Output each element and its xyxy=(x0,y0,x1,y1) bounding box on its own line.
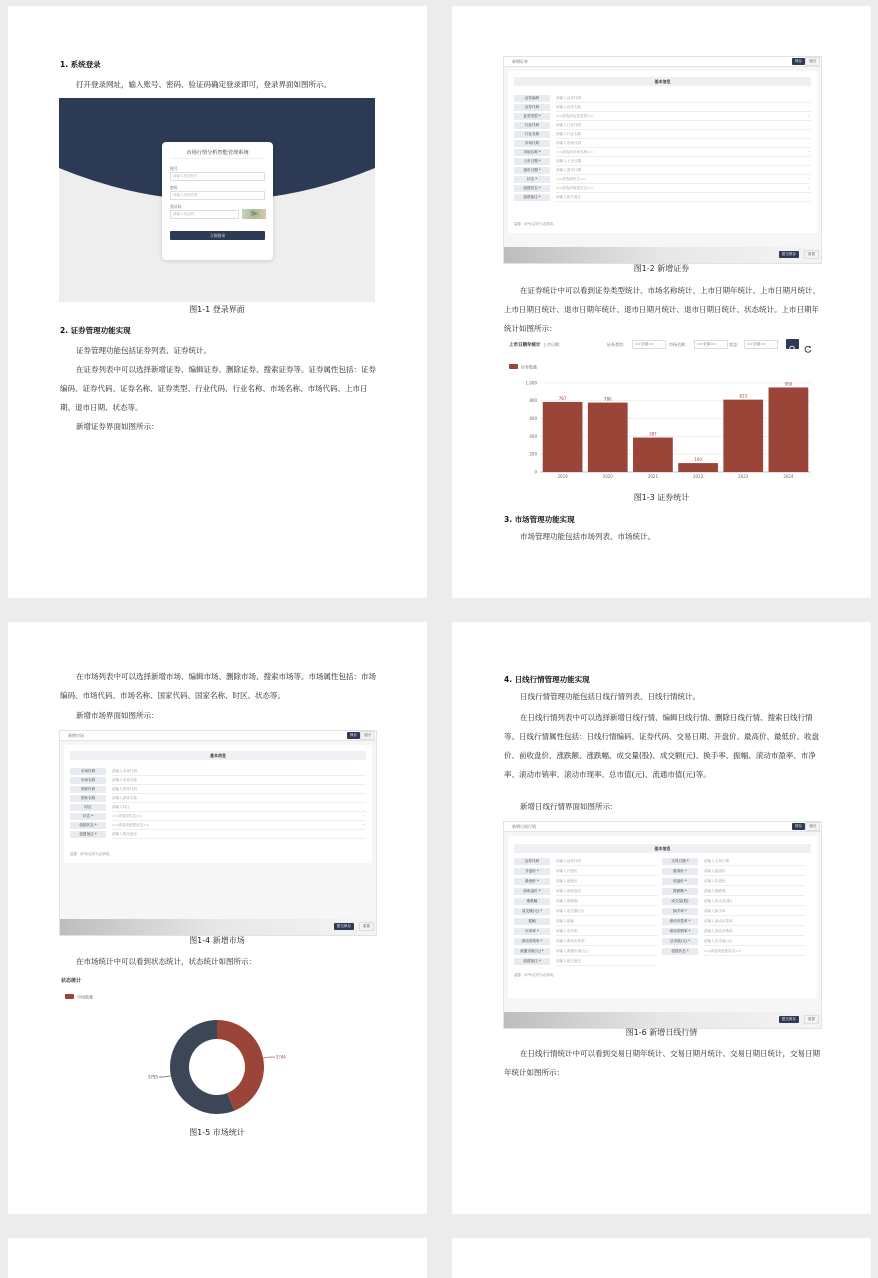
search-button[interactable] xyxy=(786,339,799,349)
form-row xyxy=(514,193,811,202)
back-label[interactable]: 新增证券 xyxy=(512,59,528,64)
form-field-label: 创建状态 * xyxy=(662,948,698,955)
document-page-4 xyxy=(452,622,871,1214)
x-tick-label: 2021 xyxy=(647,474,659,479)
captcha-label: 验证码 xyxy=(170,204,182,209)
captcha-input[interactable]: 请输入验证码 xyxy=(170,210,239,219)
paragraph: 日线行情管理功能包括日线行情列表、日线行情统计。 xyxy=(520,692,700,701)
form-field-label: 滚动市盈率 * xyxy=(662,918,698,925)
paragraph: 打开登录网址，输入账号、密码、验证码确定登录即可，登录界面如图所示。 xyxy=(76,80,331,89)
bar[interactable] xyxy=(633,438,673,472)
form-row xyxy=(662,917,805,926)
form-field-label: 市场代码 xyxy=(70,768,106,775)
form-row xyxy=(514,927,657,936)
reset-button[interactable]: 重置 xyxy=(804,250,819,259)
document-page-1 xyxy=(8,6,427,598)
form-row xyxy=(514,112,811,121)
x-tick-label: 2019 xyxy=(557,474,568,479)
section-heading-2: 2. 证券管理功能实现 xyxy=(60,326,131,335)
form-row xyxy=(514,907,657,916)
figure-caption: 图1-5 市场统计 xyxy=(189,1128,245,1137)
back-label[interactable]: 新增日线行情 xyxy=(512,824,536,829)
login-submit-button[interactable]: 立即登录 xyxy=(170,231,265,240)
paragraph: 在日线行情列表中可以选择新增日线行情、编辑日线行情、删除日线行情、搜索日线行情等。日线行情属性包括：日线行情编码、证券代码、交易日期、开盘价、最高价、最低价、收盘价、前收盘价、涨跌额、涨跌幅、成交量(股)、成交额(元)、换手率、振幅、滚动市盈率、市净率、滚动市销率、滚动市现率、总市值(元)、流通市值(元)等。 xyxy=(504,713,819,779)
required-note: 温馨：用*标注的为必填项。 xyxy=(514,222,557,226)
paragraph: 在日线行情统计中可以看到交易日期年统计、交易日期月统计、交易日期日统计，交易日期年统计如图所示： xyxy=(504,1049,820,1077)
form-field-label: 涨跌幅 xyxy=(514,898,550,905)
form-card xyxy=(508,71,817,233)
form-card xyxy=(508,836,817,998)
form-row xyxy=(514,157,811,166)
form-title: 基本信息 xyxy=(70,751,366,760)
form-field-input[interactable]: 请输入流通市值(元) xyxy=(556,948,657,956)
chevron-down-icon: ⌄ xyxy=(806,113,810,117)
chart-title: 上市日期年统计 xyxy=(509,343,541,348)
form-field-label: 市净率 * xyxy=(514,928,550,935)
required-note: 温馨：用*标注的为必填项。 xyxy=(514,973,557,977)
form-field-input[interactable]: 请输入最高价 xyxy=(704,868,805,876)
form-row xyxy=(662,867,805,876)
form-field-label: 成交量(股) xyxy=(662,898,698,905)
bar[interactable] xyxy=(769,387,809,472)
reset-button[interactable]: 重置 xyxy=(804,1015,819,1024)
form-field-label: 创建备注 * xyxy=(70,831,106,838)
form-field-input[interactable]: ==请选择状态== xyxy=(556,176,811,184)
bar[interactable] xyxy=(678,463,718,472)
form-field-label: 最低价 * xyxy=(514,878,550,885)
form-row xyxy=(514,897,657,906)
form-field-label: 状态 * xyxy=(514,176,550,183)
password-input[interactable]: 请输入登录密码 xyxy=(170,191,265,200)
form-row xyxy=(514,867,657,876)
form-field-label: 创建状态 * xyxy=(514,185,550,192)
form-field-label: 振幅 xyxy=(514,918,550,925)
document-page-5 xyxy=(8,1238,427,1278)
refresh-button[interactable] xyxy=(802,339,814,349)
save-button[interactable]: 保存 xyxy=(792,58,805,65)
chevron-down-icon: ⌄ xyxy=(806,176,810,180)
paragraph: 在市场统计中可以看到状态统计，状态统计如图所示： xyxy=(76,957,256,966)
form-field-label: 退市日期 * xyxy=(514,167,550,174)
data-label: 787 xyxy=(558,395,567,401)
legend-label: 市场数量 xyxy=(77,994,93,1000)
figure-caption: 图1-6 新增日线行情 xyxy=(625,1028,698,1037)
bar-chart xyxy=(503,350,820,490)
form-row xyxy=(662,897,805,906)
form-field-input[interactable]: 请输入滚动市盈率 xyxy=(704,918,805,926)
form-row xyxy=(514,103,811,112)
save-button[interactable]: 保存 xyxy=(792,823,805,830)
label-leader-line xyxy=(263,1057,275,1058)
section-heading-1: 1. 系统登录 xyxy=(60,60,101,69)
form-field-input[interactable]: 请输入市净率 xyxy=(556,928,657,936)
form-field-input[interactable]: ==请选择创建状态== xyxy=(556,185,811,193)
form-field-label: 市场代码 xyxy=(514,140,550,147)
form-row xyxy=(70,785,366,794)
form-field-label: 市场名称 xyxy=(70,777,106,784)
filter-market-select[interactable]: ==全部== xyxy=(694,340,728,349)
form-field-label: 收盘价 * xyxy=(662,878,698,885)
form-card xyxy=(64,745,372,863)
paragraph: 在市场列表中可以选择新增市场、编辑市场、删除市场、搜索市场等。市场属性包括：市场编码、市场代码、市场名称、国家代码、国家名称、时区、状态等。 xyxy=(60,672,376,700)
form-field-input[interactable]: 请输入时区 xyxy=(112,804,366,812)
form-field-input[interactable]: 请输入退市日期 xyxy=(556,167,811,175)
form-field-input[interactable]: 请输入涨跌额 xyxy=(704,888,805,896)
login-card xyxy=(162,142,273,260)
x-tick-label: 2023 xyxy=(738,474,749,479)
paragraph: 在证券统计中可以看到证券类型统计、市场名称统计、上市日期年统计、上市日期月统计、上市日期日统计、退市日期年统计、退市日期月统计、退市日期日统计、状态统计。上市日期年统计如图所示： xyxy=(504,286,820,333)
form-field-input[interactable]: 请输入行业名称 xyxy=(556,131,811,139)
form-field-input[interactable]: ==请选择证券类型== xyxy=(556,113,811,121)
data-label: 950 xyxy=(784,381,793,387)
form-field-input[interactable]: 请输入市场代码 xyxy=(112,768,366,776)
form-row xyxy=(70,803,366,812)
y-tick-label: 0 xyxy=(534,469,537,475)
form-field-label: 证券类型 * xyxy=(514,113,550,120)
form-field-label: 前收盘价 * xyxy=(514,888,550,895)
login-title: 市场行情分析智能管理系统 xyxy=(186,150,249,156)
form-field-input[interactable]: 请输入成交额(元) xyxy=(556,908,657,916)
form-field-label: 证券代码 xyxy=(514,858,550,865)
paragraph: 新增证券界面如图所示： xyxy=(76,422,159,431)
form-field-label: 滚动市销率 * xyxy=(662,928,698,935)
form-field-input[interactable]: 请输入前收盘价 xyxy=(556,888,657,896)
form-row xyxy=(662,907,805,916)
form-field-input[interactable]: 请输入成交量(股) xyxy=(704,898,805,906)
return-button[interactable]: 返回 xyxy=(360,731,375,740)
login-screenshot xyxy=(59,98,375,302)
form-field-input[interactable]: 请输入振幅 xyxy=(556,918,657,926)
form-field-label: 证券编码 xyxy=(514,95,550,102)
form-field-label: 创建备注 * xyxy=(514,194,550,201)
form-title: 基本信息 xyxy=(514,844,811,853)
form-field-input[interactable]: 请输入证券名称 xyxy=(556,104,811,112)
form-field-label: 市场名称 * xyxy=(514,149,550,156)
form-field-input[interactable]: 请输入开盘价 xyxy=(556,868,657,876)
donut-chart xyxy=(59,972,375,1122)
screenshot-topbar xyxy=(504,57,821,67)
form-row xyxy=(514,139,811,148)
y-tick-label: 1,000 xyxy=(525,380,537,386)
document-page-6 xyxy=(452,1238,871,1278)
form-row xyxy=(662,937,805,946)
filter-market-label: 市场名称： xyxy=(669,342,689,347)
form-field-label: 状态 * xyxy=(70,813,106,820)
form-field-input[interactable]: 请输入上市日期 xyxy=(556,158,811,166)
form-field-input[interactable]: 请输入行业代码 xyxy=(556,122,811,130)
submit-button[interactable]: 提交保存 xyxy=(779,251,799,258)
form-field-label: 行业名称 xyxy=(514,131,550,138)
form-row xyxy=(514,947,657,956)
chevron-down-icon: ⌄ xyxy=(361,813,365,817)
form-field-input[interactable]: 请输入滚动市现率 xyxy=(556,938,657,946)
slice-label: 5?44 xyxy=(276,1054,286,1060)
form-field-label: 涨跌额 * xyxy=(662,888,698,895)
paragraph: 证券管理功能包括证券列表、证券统计。 xyxy=(76,346,211,355)
submit-button[interactable]: 提交保存 xyxy=(779,1016,799,1023)
back-label[interactable]: 新增市场 xyxy=(68,733,84,738)
label-leader-line xyxy=(159,1076,171,1077)
save-button[interactable]: 保存 xyxy=(347,732,360,739)
form-row xyxy=(662,947,805,956)
form-field-input[interactable]: 请输入国家名称 xyxy=(112,795,366,803)
form-row xyxy=(662,857,805,866)
screenshot-topbar xyxy=(504,822,821,832)
screenshot-footer xyxy=(504,247,821,263)
chart-panel xyxy=(503,338,820,490)
form-field-input[interactable]: ==请选择创建状态== xyxy=(704,948,805,956)
form-field-input[interactable]: 请输入换手率 xyxy=(704,908,805,916)
return-button[interactable]: 返回 xyxy=(805,57,820,66)
filter-type-select[interactable]: ==全部== xyxy=(632,340,666,349)
form-row xyxy=(70,812,366,821)
document-page-2 xyxy=(452,6,871,598)
account-input[interactable]: 请输入登录账号 xyxy=(170,172,265,181)
form-field-input[interactable]: ==请选择市场名称== xyxy=(556,149,811,157)
screenshot-topbar xyxy=(60,731,376,741)
captcha-image[interactable]: 7Jm xyxy=(242,209,266,219)
form-field-label: 总市值(元) * xyxy=(662,938,698,945)
figure-caption: 图1-4 新增市场 xyxy=(189,936,245,945)
form-field-input[interactable]: 请输入交易日期 xyxy=(704,858,805,866)
required-note: 温馨：用*标注的为必填项。 xyxy=(70,852,113,856)
form-row xyxy=(70,830,366,839)
form-row xyxy=(662,877,805,886)
legend-label: 证券数量 xyxy=(521,364,537,370)
reset-button[interactable]: 重置 xyxy=(359,922,374,931)
x-tick-label: 2024 xyxy=(783,474,794,479)
form-field-input[interactable]: 请输入收盘价 xyxy=(704,878,805,886)
form-field-input[interactable]: ==请选择状态== xyxy=(112,813,366,821)
bar[interactable] xyxy=(723,400,763,472)
form-row xyxy=(514,957,657,966)
form-row xyxy=(514,184,811,193)
form-row xyxy=(514,121,811,130)
form-title: 基本信息 xyxy=(514,77,811,86)
form-field-label: 换手率 * xyxy=(662,908,698,915)
form-field-input[interactable]: 请输入最低价 xyxy=(556,878,657,886)
filter-status-label: 状态： xyxy=(729,342,741,347)
data-label: 813 xyxy=(739,393,748,399)
form-row xyxy=(514,917,657,926)
form-field-input[interactable]: ==请选择创建状态== xyxy=(112,822,366,830)
bar[interactable] xyxy=(588,403,628,472)
form-field-input[interactable]: 请输入总市值(元) xyxy=(704,938,805,946)
form-field-label: 时区 xyxy=(70,804,106,811)
password-label: 密码 xyxy=(170,185,178,190)
screenshot-footer xyxy=(60,919,376,935)
form-field-input[interactable]: 请输入滚动市销率 xyxy=(704,928,805,936)
form-field-input[interactable]: 请输入相关备注 xyxy=(556,194,811,202)
section-heading-3: 3. 市场管理功能实现 xyxy=(504,515,575,524)
form-row xyxy=(514,94,811,103)
form-field-label: 国家代码 xyxy=(70,786,106,793)
form-row xyxy=(70,794,366,803)
form-row xyxy=(514,857,657,866)
form-row xyxy=(514,130,811,139)
filter-status-select[interactable]: ==全部== xyxy=(744,340,778,349)
x-tick-label: 2022 xyxy=(692,474,704,479)
bar[interactable] xyxy=(543,402,583,472)
return-button[interactable]: 返回 xyxy=(805,822,820,831)
add-market-screenshot xyxy=(59,730,377,936)
form-row xyxy=(514,887,657,896)
form-field-label: 创建状态 * xyxy=(70,822,106,829)
form-field-input[interactable]: 请输入证券代码 xyxy=(556,858,657,866)
form-row xyxy=(514,937,657,946)
form-row xyxy=(662,887,805,896)
form-row xyxy=(514,166,811,175)
form-row xyxy=(70,776,366,785)
section-heading-4: 4. 日线行情管理功能实现 xyxy=(504,675,590,684)
y-tick-label: 400 xyxy=(529,433,537,439)
form-row xyxy=(514,148,811,157)
legend-swatch xyxy=(509,364,518,369)
paragraph: 市场管理功能包括市场列表、市场统计。 xyxy=(520,532,655,541)
form-field-input[interactable]: 请输入涨跌幅 xyxy=(556,898,657,906)
form-field-label: 行业代码 xyxy=(514,122,550,129)
screenshot-footer xyxy=(504,1012,821,1028)
form-field-label: 上市日期 * xyxy=(514,158,550,165)
form-field-label: 证券代码 xyxy=(514,104,550,111)
form-field-input[interactable]: 请输入市场代码 xyxy=(556,140,811,148)
form-field-label: 创建备注 * xyxy=(514,958,550,965)
paragraph: 在证券列表中可以选择新增证券、编辑证券、删除证券、搜索证券等。证券属性包括：证券编码、证券代码、证券名称、证券类型、行业代码、行业名称、市场名称、市场代码、上市日期、退市日期、状态等。 xyxy=(60,365,376,412)
form-field-input[interactable]: 请输入证券代码 xyxy=(556,95,811,103)
chart-title: 状态统计 xyxy=(61,978,82,984)
account-label: 账号 xyxy=(170,166,178,171)
y-tick-label: 800 xyxy=(529,398,537,404)
y-tick-label: 600 xyxy=(529,416,537,421)
slice-label: 5?55 xyxy=(148,1074,158,1080)
paragraph: 新增市场界面如图所示： xyxy=(76,711,159,720)
paragraph: 新增日线行情界面如图所示： xyxy=(520,802,618,811)
data-label: 780 xyxy=(603,396,612,402)
form-field-label: 交易日期 * xyxy=(662,858,698,865)
form-field-input[interactable]: 请输入相关备注 xyxy=(556,958,657,966)
chevron-down-icon: ⌄ xyxy=(806,185,810,189)
submit-button[interactable]: 提交保存 xyxy=(334,923,354,930)
figure-caption: 图1-2 新增证券 xyxy=(633,264,690,273)
form-field-label: 成交额(元) * xyxy=(514,908,550,915)
form-row xyxy=(662,927,805,936)
form-row xyxy=(514,175,811,184)
form-field-label: 国家名称 xyxy=(70,795,106,802)
form-field-input[interactable]: 请输入相关备注 xyxy=(112,831,366,839)
form-row xyxy=(70,767,366,776)
form-row xyxy=(514,877,657,886)
form-field-input[interactable]: 请输入市场名称 xyxy=(112,777,366,785)
form-row xyxy=(70,821,366,830)
add-daily-quote-screenshot xyxy=(503,821,822,1029)
legend-swatch xyxy=(65,994,74,999)
data-label: 387 xyxy=(649,431,657,437)
form-field-label: 流通市值(元) * xyxy=(514,948,550,955)
add-security-screenshot xyxy=(503,56,822,264)
form-field-label: 滚动市现率 * xyxy=(514,938,550,945)
document-page-3 xyxy=(8,622,427,1214)
chevron-down-icon: ⌄ xyxy=(806,149,810,153)
figure-caption: 图1-3 证券统计 xyxy=(633,493,690,502)
form-field-input[interactable]: 请输入国家代码 xyxy=(112,786,366,794)
chart-subtitle: 上市日期： xyxy=(543,342,563,347)
filter-type-label: 证券类型： xyxy=(607,342,627,347)
data-label: 100 xyxy=(694,457,702,463)
form-field-label: 开盘价 * xyxy=(514,868,550,875)
x-tick-label: 2020 xyxy=(602,474,613,479)
chevron-down-icon: ⌄ xyxy=(361,822,365,826)
figure-caption: 图1-1 登录界面 xyxy=(189,305,245,314)
form-field-label: 最高价 * xyxy=(662,868,698,875)
y-tick-label: 200 xyxy=(529,451,537,457)
